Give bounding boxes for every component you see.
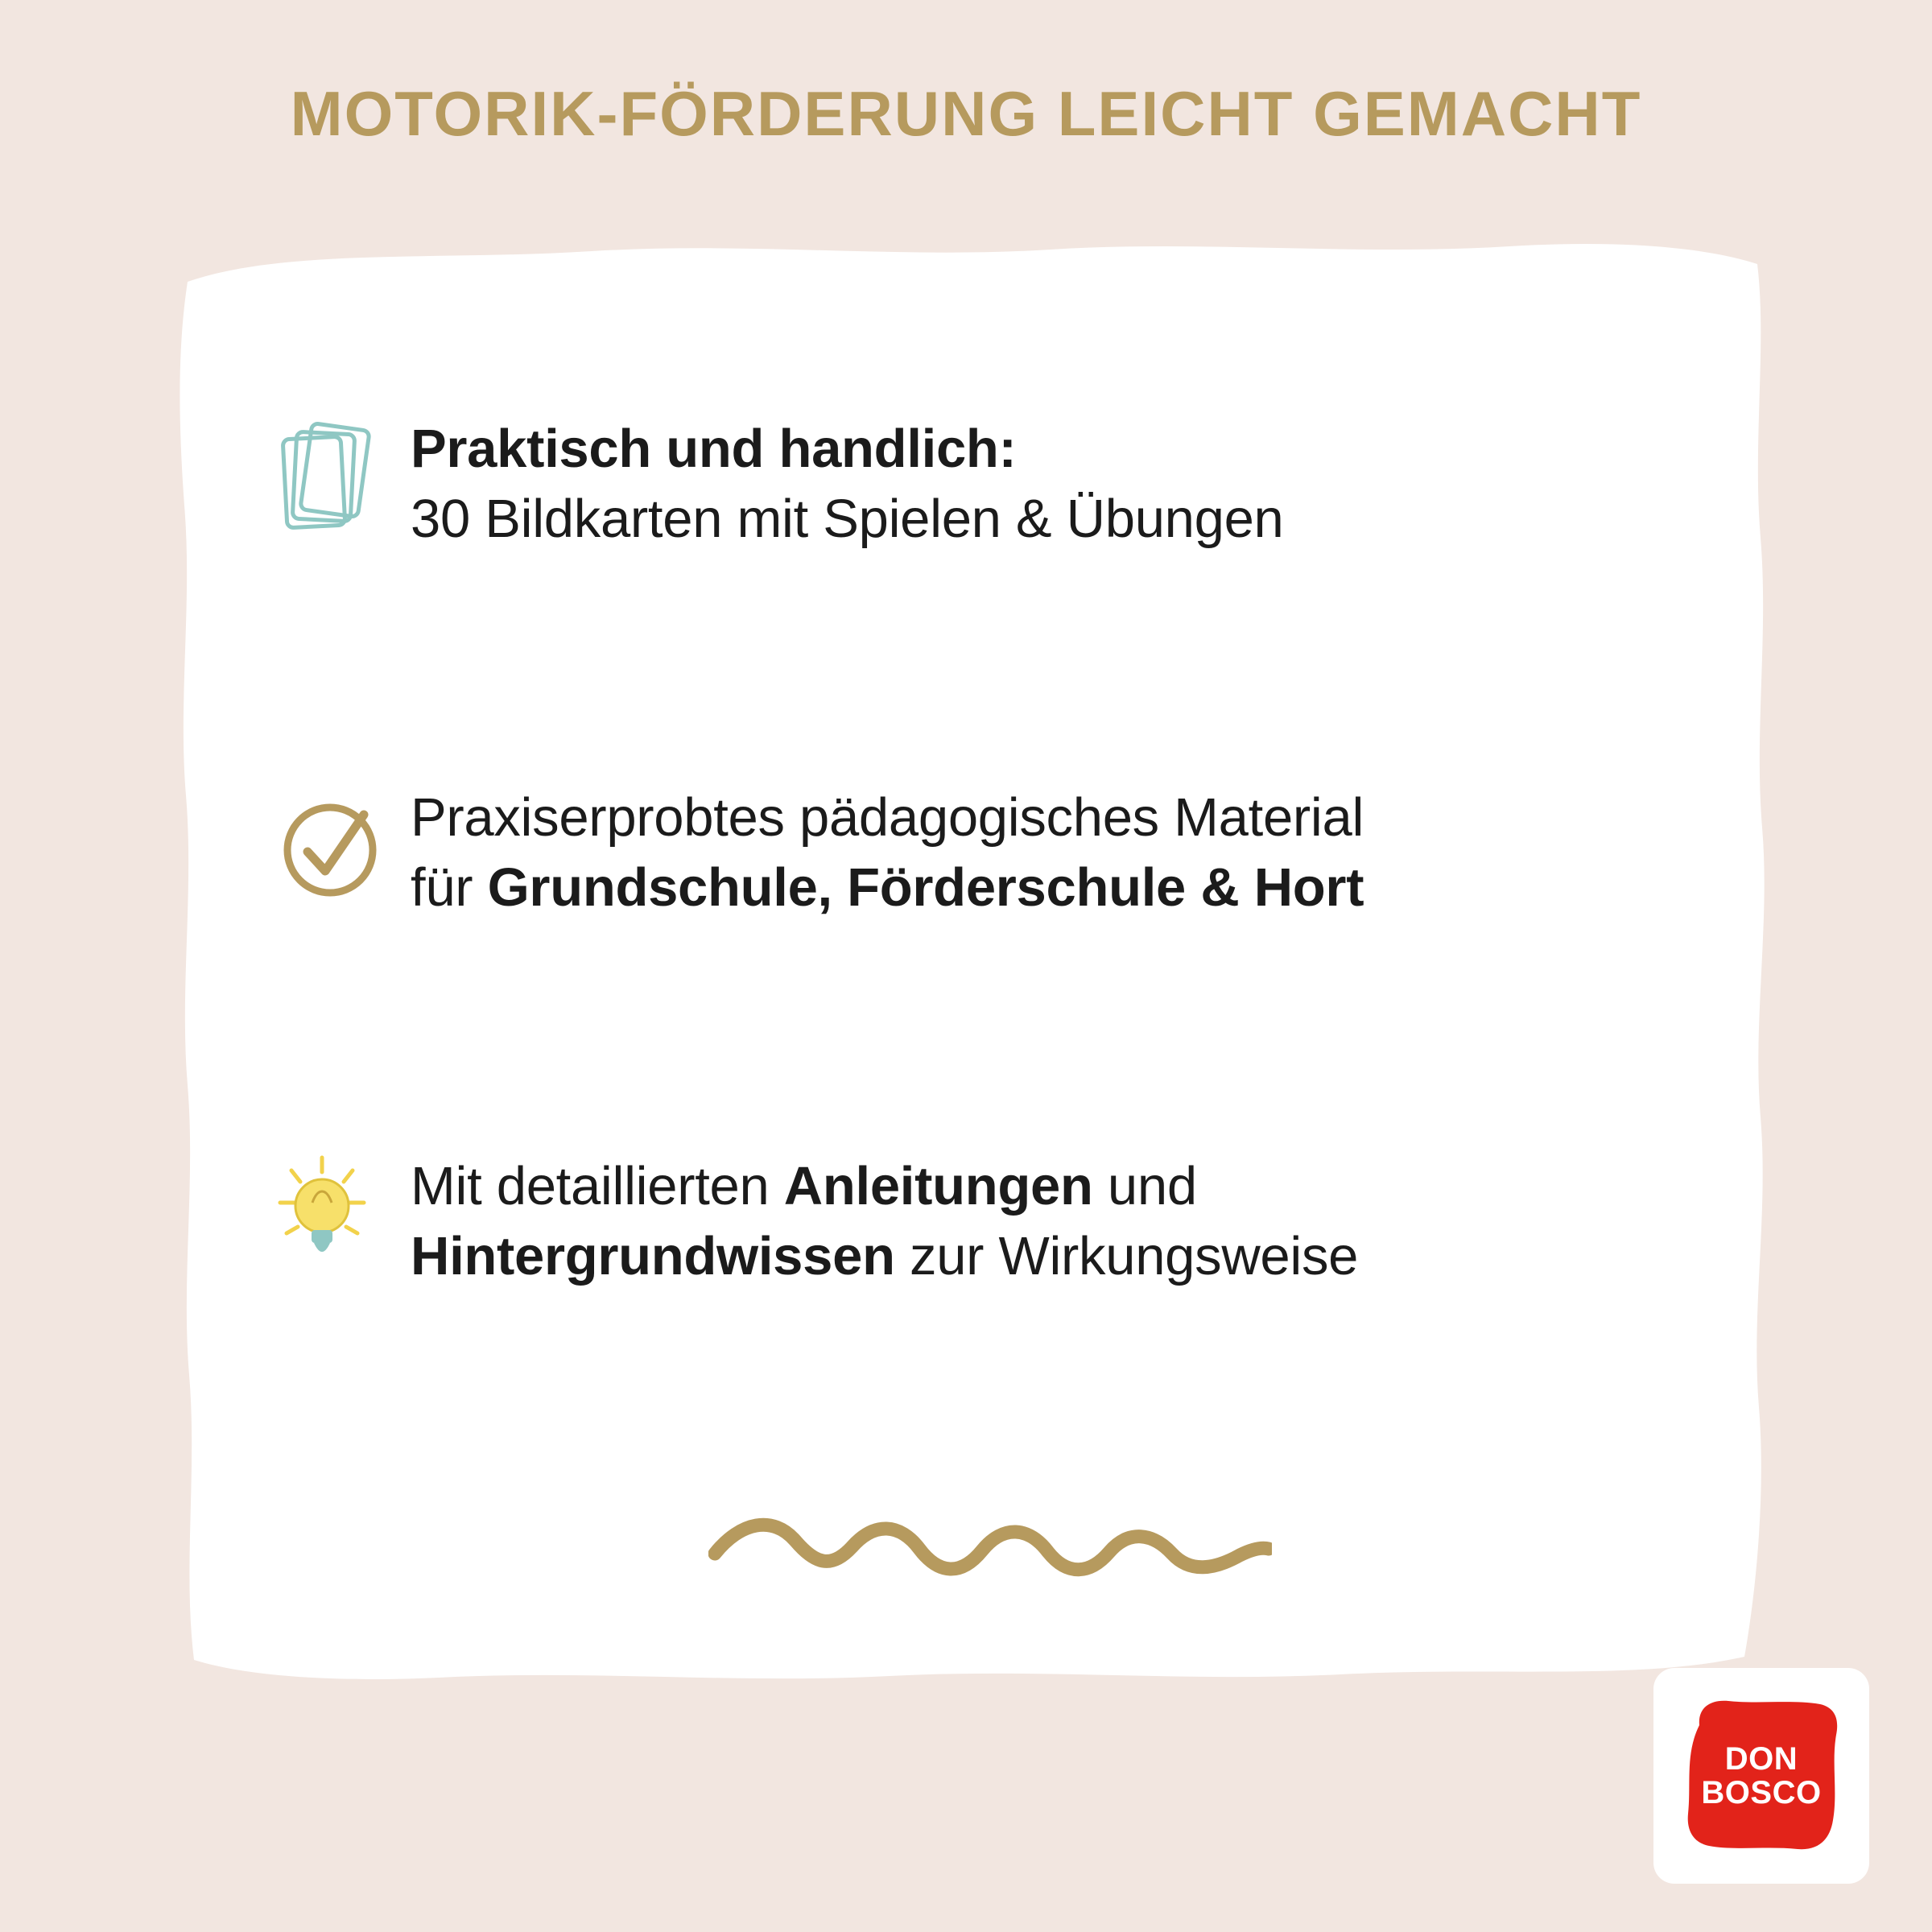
feature-list (274, 411, 1723, 1306)
cards-icon (274, 411, 411, 568)
logo-text (1678, 1693, 1844, 1859)
list-item-line1-bold: Anleitungen (783, 1156, 1093, 1216)
list-item-text (411, 779, 1364, 923)
hand-drawn-squiggle (708, 1505, 1272, 1594)
list-item-text (411, 1148, 1358, 1291)
list-item-line1-suffix: und (1092, 1156, 1197, 1216)
list-item (274, 411, 1723, 568)
page-title: MOTORIK-FÖRDERUNG LEICHT GEMACHT (290, 78, 1642, 149)
list-item (274, 1148, 1723, 1306)
list-item-text (411, 411, 1284, 554)
list-item (274, 779, 1723, 937)
list-item-line2-bold: Grundschule, Förderschule & Hort (487, 857, 1364, 919)
logo-line-1: DON (1724, 1741, 1798, 1777)
list-item-subtitle: 30 Bildkarten mit Spielen & Übungen (411, 489, 1284, 550)
list-item-line1-prefix: Mit detaillierten (411, 1156, 784, 1216)
list-item-line2-bold: Hintergrundwissen (411, 1226, 895, 1287)
list-item-line2-prefix: für (411, 857, 488, 919)
don-bosco-logo (1653, 1668, 1869, 1884)
list-item-line1: Praxiserprobtes pädagogisches Material (411, 787, 1364, 848)
lightbulb-icon (274, 1148, 411, 1306)
check-circle-icon (274, 779, 411, 937)
list-item-title: Praktisch und handlich: (411, 419, 1017, 479)
logo-line-2: BOSCO (1701, 1775, 1822, 1810)
list-item-line2-suffix: zur Wirkungsweise (894, 1226, 1359, 1287)
